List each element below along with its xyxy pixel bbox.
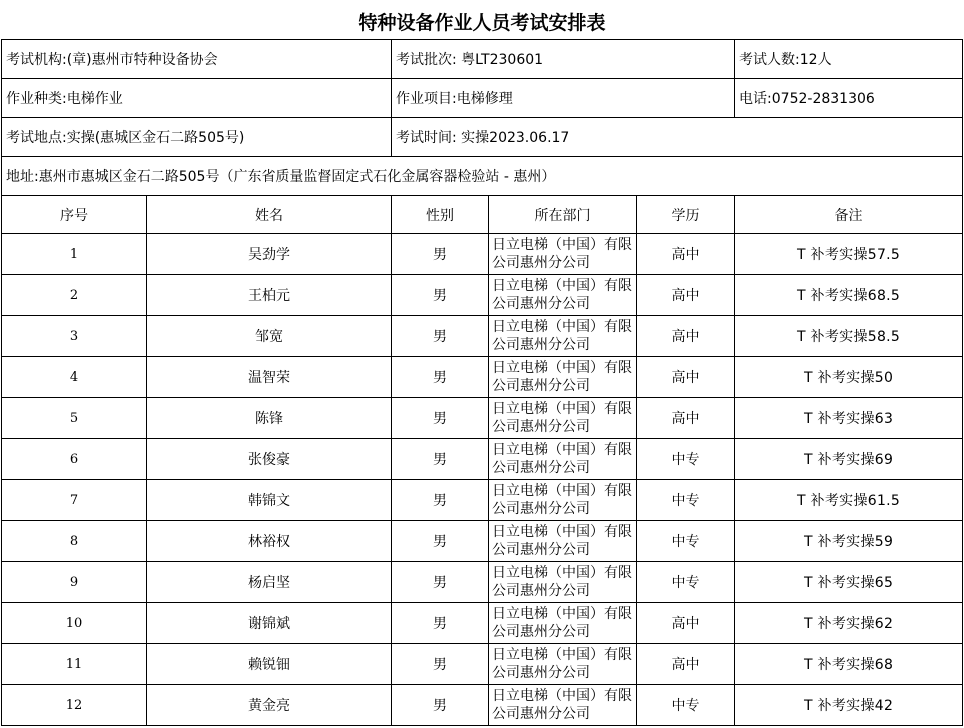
- row-no: 2: [2, 275, 147, 316]
- row-remark: T 补考实操65: [735, 562, 963, 603]
- info-row-1: [2, 40, 963, 79]
- row-name: 吴劲学: [147, 234, 392, 275]
- row-no: 7: [2, 480, 147, 521]
- row-name: 王柏元: [147, 275, 392, 316]
- table-row: [2, 275, 963, 316]
- row-edu: 高中: [637, 398, 735, 439]
- row-no: 12: [2, 685, 147, 726]
- row-edu: 高中: [637, 275, 735, 316]
- table-row: [2, 316, 963, 357]
- row-dept: 日立电梯（中国）有限公司惠州分公司: [489, 398, 637, 439]
- row-no: 1: [2, 234, 147, 275]
- row-dept: 日立电梯（中国）有限公司惠州分公司: [489, 685, 637, 726]
- row-dept: 日立电梯（中国）有限公司惠州分公司: [489, 521, 637, 562]
- row-remark: T 补考实操50: [735, 357, 963, 398]
- row-no: 5: [2, 398, 147, 439]
- work-project: 作业项目:电梯修理: [392, 79, 735, 118]
- row-gender: 男: [392, 357, 489, 398]
- table-row: [2, 234, 963, 275]
- row-name: 陈锋: [147, 398, 392, 439]
- row-remark: T 补考实操69: [735, 439, 963, 480]
- row-remark: T 补考实操57.5: [735, 234, 963, 275]
- table-row: [2, 439, 963, 480]
- row-gender: 男: [392, 685, 489, 726]
- header-gender: 性别: [392, 196, 489, 234]
- exam-location: 考试地点:实操(惠城区金石二路505号): [2, 118, 392, 157]
- row-name: 黄金亮: [147, 685, 392, 726]
- table-row: [2, 480, 963, 521]
- row-gender: 男: [392, 644, 489, 685]
- row-name: 赖锐钿: [147, 644, 392, 685]
- row-no: 11: [2, 644, 147, 685]
- header-remark: 备注: [735, 196, 963, 234]
- header-name: 姓名: [147, 196, 392, 234]
- table-row: [2, 398, 963, 439]
- row-dept: 日立电梯（中国）有限公司惠州分公司: [489, 234, 637, 275]
- row-remark: T 补考实操42: [735, 685, 963, 726]
- row-no: 10: [2, 603, 147, 644]
- row-name: 谢锦斌: [147, 603, 392, 644]
- row-remark: T 补考实操68.5: [735, 275, 963, 316]
- work-category: 作业种类:电梯作业: [2, 79, 392, 118]
- row-edu: 中专: [637, 685, 735, 726]
- row-dept: 日立电梯（中国）有限公司惠州分公司: [489, 357, 637, 398]
- row-dept: 日立电梯（中国）有限公司惠州分公司: [489, 316, 637, 357]
- phone: 电话:0752-2831306: [735, 79, 963, 118]
- row-no: 6: [2, 439, 147, 480]
- row-name: 温智荣: [147, 357, 392, 398]
- row-edu: 高中: [637, 603, 735, 644]
- row-remark: T 补考实操59: [735, 521, 963, 562]
- exam-batch: 考试批次: 粤LT230601: [392, 40, 735, 79]
- table-row: [2, 562, 963, 603]
- row-no: 4: [2, 357, 147, 398]
- row-remark: T 补考实操63: [735, 398, 963, 439]
- table-row: [2, 685, 963, 726]
- row-gender: 男: [392, 480, 489, 521]
- row-edu: 高中: [637, 234, 735, 275]
- row-remark: T 补考实操62: [735, 603, 963, 644]
- row-gender: 男: [392, 562, 489, 603]
- row-remark: T 补考实操68: [735, 644, 963, 685]
- row-edu: 高中: [637, 644, 735, 685]
- row-dept: 日立电梯（中国）有限公司惠州分公司: [489, 603, 637, 644]
- header-edu: 学历: [637, 196, 735, 234]
- row-remark: T 补考实操61.5: [735, 480, 963, 521]
- row-gender: 男: [392, 234, 489, 275]
- address: 地址:惠州市惠城区金石二路505号（广东省质量监督固定式石化金属容器检验站 - 惠州）: [2, 157, 963, 196]
- info-row-3: [2, 118, 963, 157]
- exam-time: 考试时间: 实操2023.06.17: [392, 118, 963, 157]
- table-row: [2, 521, 963, 562]
- row-gender: 男: [392, 603, 489, 644]
- row-dept: 日立电梯（中国）有限公司惠州分公司: [489, 644, 637, 685]
- row-edu: 中专: [637, 521, 735, 562]
- row-remark: T 补考实操58.5: [735, 316, 963, 357]
- row-gender: 男: [392, 275, 489, 316]
- page-title: 特种设备作业人员考试安排表: [358, 12, 606, 34]
- row-dept: 日立电梯（中国）有限公司惠州分公司: [489, 562, 637, 603]
- exam-org: 考试机构:(章)惠州市特种设备协会: [2, 40, 392, 79]
- table-row: [2, 357, 963, 398]
- row-gender: 男: [392, 521, 489, 562]
- row-edu: 中专: [637, 439, 735, 480]
- row-gender: 男: [392, 439, 489, 480]
- info-row-2: [2, 79, 963, 118]
- table-row: [2, 644, 963, 685]
- row-gender: 男: [392, 398, 489, 439]
- row-no: 3: [2, 316, 147, 357]
- row-name: 邹宽: [147, 316, 392, 357]
- info-row-4: [2, 157, 963, 196]
- table-header: [2, 196, 963, 234]
- exam-count: 考试人数:12人: [735, 40, 963, 79]
- row-no: 9: [2, 562, 147, 603]
- row-gender: 男: [392, 316, 489, 357]
- row-edu: 高中: [637, 316, 735, 357]
- exam-schedule-table: [1, 39, 963, 726]
- row-edu: 中专: [637, 562, 735, 603]
- row-name: 杨启坚: [147, 562, 392, 603]
- table-row: [2, 603, 963, 644]
- row-dept: 日立电梯（中国）有限公司惠州分公司: [489, 480, 637, 521]
- row-name: 张俊豪: [147, 439, 392, 480]
- header-dept: 所在部门: [489, 196, 637, 234]
- row-edu: 中专: [637, 480, 735, 521]
- row-dept: 日立电梯（中国）有限公司惠州分公司: [489, 275, 637, 316]
- row-name: 韩锦文: [147, 480, 392, 521]
- row-dept: 日立电梯（中国）有限公司惠州分公司: [489, 439, 637, 480]
- row-no: 8: [2, 521, 147, 562]
- row-edu: 高中: [637, 357, 735, 398]
- header-no: 序号: [2, 196, 147, 234]
- row-name: 林裕权: [147, 521, 392, 562]
